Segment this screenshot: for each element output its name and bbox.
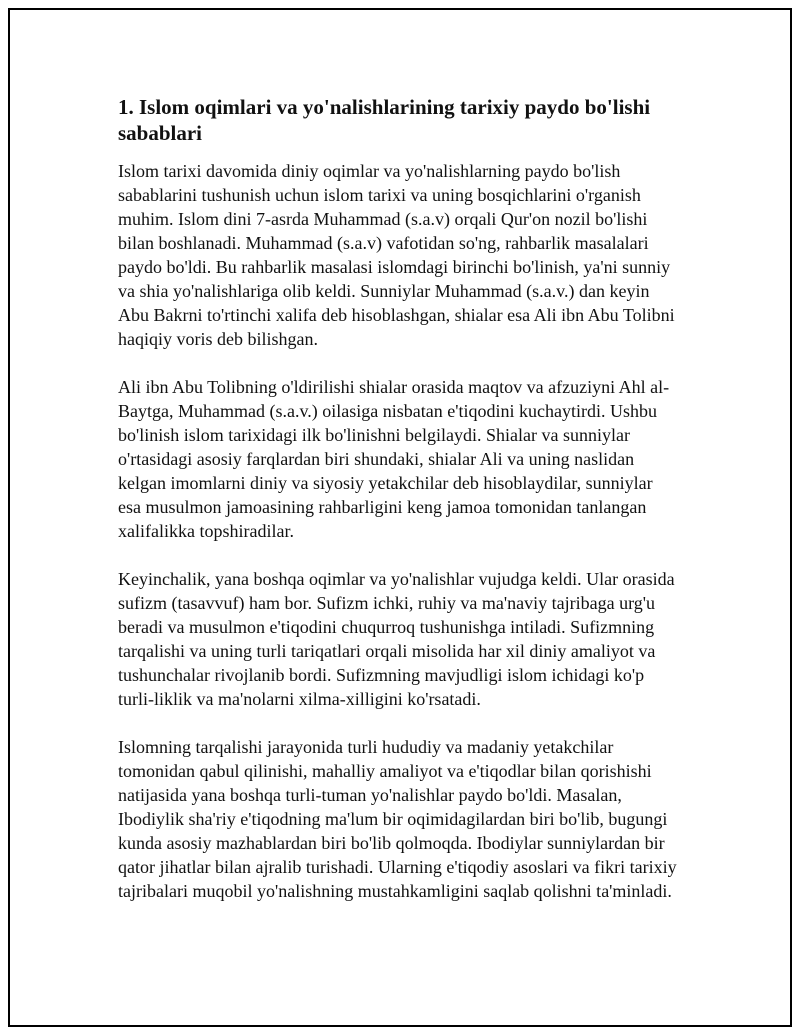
paragraph: Ali ibn Abu Tolibning o'ldirilishi shialar orasida maqtov va afzuziyni Ahl al-Baytga, Muhammad (s.a.v.) oilasiga nisbatan e'tiqodini kuchaytirdi. Ushbu bo'linish islom tarixidagi ilk bo'linishni belgilaydi. Shialar va sunniylar o'rtasidagi asosiy farqlardan biri shundaki, shialar Ali va uning naslidan kelgan imomlarni diniy va siyosiy yetakchilar deb hisoblaydilar, sunniylar esa musulmon jamoasining rahbarligini keng jamoa tomonidan tanlangan xalifalikka topshiradilar.	[118, 377, 670, 541]
section-heading: 1. Islom oqimlari va yo'nalishlarining tarixiy paydo bo'lishi sabablari	[118, 95, 651, 145]
paragraph: Keyinchalik, yana boshqa oqimlar va yo'nalishlar vujudga keldi. Ular orasida sufizm (tasavvuf) ham bor. Sufizm ichki, ruhiy va ma'naviy tajribaga urg'u beradi va musulmon e'tiqodini chuqurroq tushunishga intiladi. Sufizmning tarqalishi va uning turli tariqatlari orqali misolida har xil diniy amaliyot va tushunchalar rivojlanib bordi. Sufizmning mavjudligi islom ichidagi ko'p turli-liklik va ma'nolarni xilma-xilligini ko'rsatadi.	[118, 569, 675, 709]
paragraph: Islomning tarqalishi jarayonida turli hududiy va madaniy yetakchilar tomonidan qabul qilinishi, mahalliy amaliyot va e'tiqodlar bilan qorishishi natijasida yana boshqa turli-tuman yo'nalishlar paydo bo'ldi. Masalan, Ibodiylik sha'riy e'tiqodning ma'lum bir oqimidagilardan biri bo'lib, bugungi kunda asosiy mazhablardan biri bo'lib qolmoqda. Ibodiylar sunniylardan bir qator jihatlar bilan ajralib turishadi. Ularning e'tiqodiy asoslari va fikri tarixiy tajribalari muqobil yo'nalishning mustahkamligini saqlab qolishni ta'minladi.	[118, 737, 677, 901]
document-page	[8, 8, 792, 1027]
paragraph: Islom tarixi davomida diniy oqimlar va yo'nalishlarning paydo bo'lish sabablarini tushunish uchun islom tarixi va uning bosqichlarini o'rganish muhim. Islom dini 7-asrda Muhammad (s.a.v) orqali Qur'on nozil bo'lishi bilan boshlanadi. Muhammad (s.a.v) vafotidan so'ng, rahbarlik masalalari paydo bo'ldi. Bu rahbarlik masalasi islomdagi birinchi bo'linish, ya'ni sunniy va shia yo'nalishlariga olib keldi. Sunniylar Muhammad (s.a.v.) dan keyin Abu Bakrni to'rtinchi xalifa deb hisoblashgan, shialar esa Ali ibn Abu Tolibni haqiqiy voris deb bilishgan.	[118, 161, 675, 349]
document-content	[118, 94, 678, 927]
